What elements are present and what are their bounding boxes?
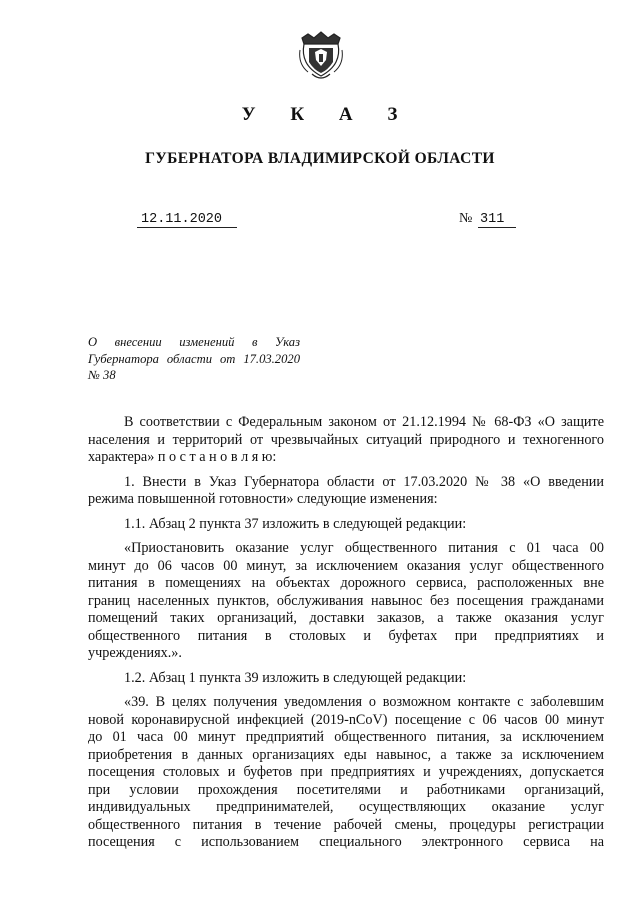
number-label: №	[459, 211, 473, 226]
text-line: при условии прохождения посетителями и работниками организаций,	[88, 781, 604, 798]
text-line: 1.2. Абзац 1 пункта 39 изложить в следующей редакции:	[124, 669, 467, 686]
text-line: границ населенных пунктов, обслуживания навынос без посещения гражданами	[88, 592, 604, 609]
text-line: «Приостановить оказание услуг общественного питания с 01 часа 00	[124, 540, 604, 556]
subject-line: О внесении изменений в Указ	[88, 335, 300, 349]
quote-2-paragraph	[88, 694, 604, 852]
text-line: питания в помещениях на объектах дорожного сервиса, расположенных вне	[88, 575, 604, 591]
text-line: режима повышенной готовности» следующие изменения:	[88, 491, 438, 507]
preamble-paragraph	[88, 414, 604, 467]
text-line: помещений таких организаций, доставки заказов, а также оказания услуг	[88, 610, 604, 626]
subject-block	[88, 334, 300, 384]
text-line: индивидуальных предпринимателей, осуществляющих оказание услуг	[88, 799, 604, 815]
text-line: общественного питания в столовых и буфетах при предприятиях и	[88, 627, 604, 644]
text-line: характера» п о с т а н о в л я ю:	[88, 449, 277, 465]
text-line: общественного питания в течение рабочей смены, процедуры регистрации	[88, 816, 604, 833]
document-body	[88, 414, 604, 852]
text-line: до 01 часа 00 минут предприятий общественного питания, за исключением	[88, 729, 604, 745]
text-line: населения и территорий от чрезвычайных ситуаций природного и техногенного	[88, 431, 604, 448]
text-line: посещения с использованием специального электронного сервиса на	[88, 834, 604, 850]
text-line: минут до 06 часов 00 минут, за исключением оказания услуг общественного	[88, 557, 604, 574]
text-line: 1.1. Абзац 2 пункта 37 изложить в следующей редакции:	[124, 515, 467, 532]
text-line: В соответствии с Федеральным законом от 21.12.1994 № 68-ФЗ «О защите	[124, 414, 604, 430]
coat-of-arms-emblem	[298, 30, 344, 86]
document-type: У К А З	[241, 104, 413, 125]
item-1-paragraph	[88, 474, 604, 509]
text-line: посещения столовых и буфетов при предприятиях и учреждениях, допускается	[88, 764, 604, 780]
text-line: приобретения в данных организациях еды навынос, а также за исключением	[88, 746, 604, 763]
quote-1-paragraph	[88, 540, 604, 663]
text-line: новой коронавирусной инфекцией (2019-nCoV) посещение с 06 часов 00 минут	[88, 711, 604, 728]
document-number: 311	[478, 212, 516, 228]
issuer-title: ГУБЕРНАТОРА ВЛАДИМИРСКОЙ ОБЛАСТИ	[145, 150, 495, 167]
subject-line: Губернатора области от 17.03.2020	[88, 351, 300, 366]
item-1-1-paragraph	[88, 516, 604, 534]
text-line: «39. В целях получения уведомления о возможном контакте с заболевшим	[124, 694, 604, 710]
item-1-2-paragraph	[88, 670, 604, 688]
document-date: 12.11.2020	[137, 212, 237, 228]
subject-line: № 38	[88, 368, 116, 382]
text-line: учреждениях.».	[88, 645, 182, 661]
text-line: 1. Внести в Указ Губернатора области от 17.03.2020 № 38 «О введении	[124, 473, 604, 490]
